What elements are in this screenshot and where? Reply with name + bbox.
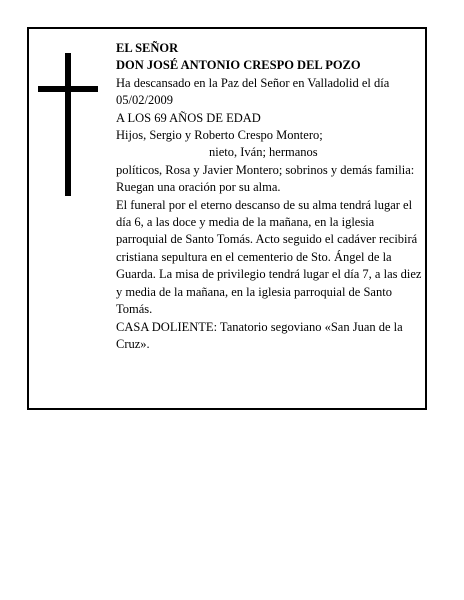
family-line-children: Hijos, Sergio y Roberto Crespo Montero; — [116, 128, 323, 143]
family-line-relatives: políticos, Rosa y Javier Montero; sobrinos y demás familia: — [116, 162, 415, 177]
cross-icon — [38, 53, 98, 196]
prayer-request: Ruegan una oración por su alma. — [116, 180, 281, 195]
obituary-text — [116, 40, 422, 353]
family-line-grandchild: nieto, Iván; hermanos — [209, 145, 318, 160]
funeral-home: CASA DOLIENTE: Tanatorio segoviano «San Juan de la Cruz». — [116, 319, 403, 351]
funeral-details: El funeral por el eterno descanso de su alma tendrá lugar el día 6, a las doce y media de la mañana, en la iglesia parroquial de Santo Tomás. Acto seguido el cadáver recibirá cristiana sepultura en el cementerio de Sto. Ángel de la Guarda. La misa de privilegio tendrá lugar el día 7, a las diez y media de la mañana, en la iglesia parroquial de Santo Tomás. — [116, 197, 422, 317]
age-statement: A LOS 69 AÑOS DE EDAD — [116, 110, 261, 125]
notice-title: EL SEÑOR — [116, 41, 179, 55]
family-list — [116, 127, 422, 179]
cross-vertical-bar — [65, 53, 71, 196]
rested-statement: Ha descansado en la Paz del Señor en Valladolid el día 05/02/2009 — [116, 75, 390, 108]
deceased-name: DON JOSÉ ANTONIO CRESPO DEL POZO — [116, 58, 361, 73]
cross-horizontal-bar — [38, 86, 98, 92]
